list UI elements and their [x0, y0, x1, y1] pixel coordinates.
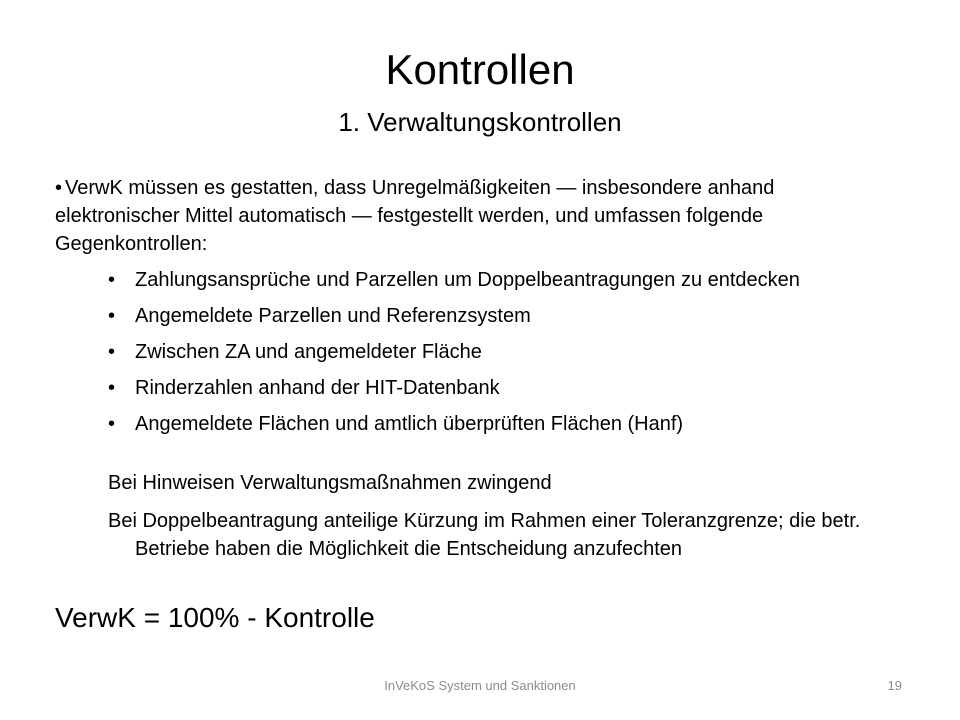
gegenkontrollen-list [108, 266, 838, 446]
bullet-icon: • [55, 177, 63, 199]
bullet-icon: • [108, 305, 116, 327]
list-item-text: Angemeldete Parzellen und Referenzsystem [135, 305, 531, 327]
footer-title: InVeKoS System und Sanktionen [384, 678, 576, 693]
intro-paragraph [55, 174, 855, 258]
note-verwaltungsmassnahmen: Bei Hinweisen Verwaltungsmaßnahmen zwingend [108, 472, 552, 494]
bullet-icon: • [108, 269, 116, 291]
list-item-text: Zwischen ZA und angemeldeter Fläche [135, 341, 482, 363]
list-item-text: Angemeldete Flächen und amtlich überprüften Flächen (Hanf) [135, 413, 684, 435]
slide-title: Kontrollen [385, 46, 575, 93]
list-item [108, 410, 838, 438]
list-item [108, 302, 838, 330]
bullet-icon: • [108, 413, 116, 435]
formula-text: VerwK = 100% - Kontrolle [55, 602, 375, 633]
list-item [108, 266, 838, 294]
bullet-icon: • [108, 377, 116, 399]
list-item-text: Zahlungsansprüche und Parzellen um Doppelbeantragungen zu entdecken [135, 269, 800, 291]
slide-subtitle: 1. Verwaltungskontrollen [338, 107, 622, 137]
page-number: 19 [887, 678, 902, 693]
list-item-text: Rinderzahlen anhand der HIT-Datenbank [135, 377, 500, 399]
bullet-icon: • [108, 341, 116, 363]
list-item [108, 374, 838, 402]
note-doppelbeantragung: Bei Doppelbeantragung anteilige Kürzung im Rahmen einer Toleranzgrenze; die betr. Betriebe haben die Möglichkeit die Entscheidung anzufechten [108, 510, 861, 560]
list-item [108, 338, 838, 366]
intro-text: VerwK müssen es gestatten, dass Unregelmäßigkeiten — insbesondere anhand elektronischer Mittel automatisch — festgestellt werden, und umfassen folgende Gegenkontrollen: [55, 177, 775, 255]
